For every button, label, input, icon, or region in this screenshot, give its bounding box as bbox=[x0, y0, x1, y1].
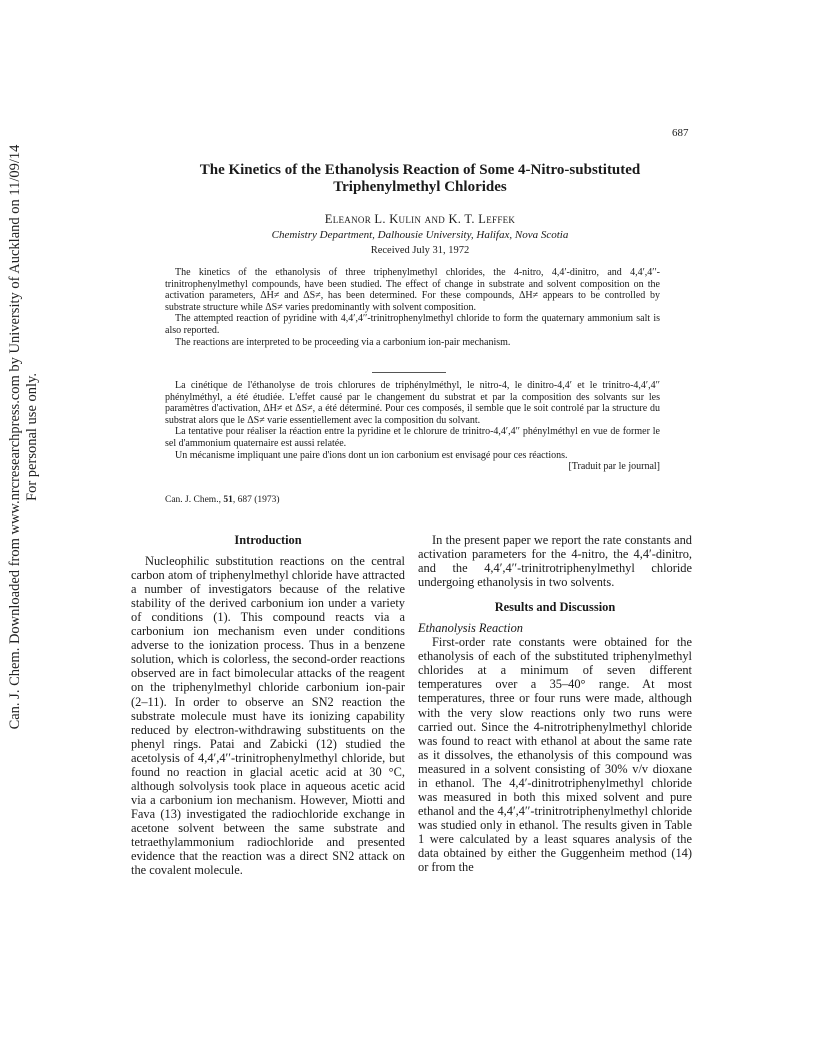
received-date: Received July 31, 1972 bbox=[370, 245, 470, 256]
citation-prefix: Can. J. Chem., bbox=[165, 495, 224, 505]
abstract-fr-paragraph: La cinétique de l'éthanolyse de trois chlorures de triphénylméthyl, le nitro-4, le dinitro-4,4′ et le trinitro-4,4′,4′′ phénylméthyl, a été étudiée. L'effet causé par le changement du substrat et par la composition des solvants sur les paramètres d'activation, ΔH≠ et ΔS≠, a été déterminé. Pour ces composés, il semble que le soit controlé par la structure du substrat alors que le ΔS≠ varie essentiellement avec la composition du solvant. bbox=[165, 380, 660, 426]
citation-suffix: , 687 (1973) bbox=[232, 495, 280, 505]
translator-note: [Traduit par le journal] bbox=[568, 461, 660, 473]
right-column bbox=[418, 533, 692, 874]
abstract-en-paragraph: The attempted reaction of pyridine with 4,4′,4′′-trinitrophenylmethyl chloride to form the quaternary ammonium salt is also reported. bbox=[165, 313, 660, 336]
abstract-fr-paragraph: La tentative pour réaliser la réaction entre la pyridine et le chlorure de trinitro-4,4′,4′′ phénylméthyl en vue de former le sel d'ammonium quaternaire est aussi relatée. bbox=[165, 426, 660, 449]
page-number: 687 bbox=[672, 127, 689, 139]
watermark-line-1: Can. J. Chem. Downloaded from www.nrcresearchpress.com by University of Auckland on 11/09/14 bbox=[7, 144, 23, 730]
authors: Eleanor L. Kulin and K. T. Leffek bbox=[324, 212, 516, 226]
present-paper-paragraph: In the present paper we report the rate constants and activation parameters for the 4-nitro, the 4,4′-dinitro, and the 4,4′,4′′-trinitrotriphenylmethyl chloride undergoing ethanolysis in two solvents. bbox=[418, 533, 692, 590]
download-watermark bbox=[7, 127, 41, 747]
abstract-en-paragraph: The kinetics of the ethanolysis of three triphenylmethyl chlorides, the 4-nitro, 4,4′-dinitro, and 4,4′,4′′-trinitrophenylmethyl compounds, have been studied. The effect of change in substrate and solvent composition on the activation parameters, ΔH≠ and ΔS≠, has been determined. For these compounds, ΔH≠ appears to be controlled by substrate structure while ΔS≠ varies predominantly with solvent composition. bbox=[165, 267, 660, 313]
watermark-line-2: For personal use only. bbox=[24, 373, 40, 501]
abstract-separator bbox=[372, 372, 446, 373]
journal-citation bbox=[165, 495, 280, 505]
abstract-fr-paragraph: Un mécanisme impliquant une paire d'ions dont un ion carbonium est envisagé pour ces réactions. bbox=[175, 449, 568, 461]
results-heading: Results and Discussion bbox=[494, 600, 616, 615]
introduction-heading: Introduction bbox=[234, 533, 302, 547]
citation-volume: 51 bbox=[223, 495, 233, 505]
ethanolysis-subheading: Ethanolysis Reaction bbox=[418, 621, 523, 636]
article-title: The Kinetics of the Ethanolysis Reaction of Some 4-Nitro-substituted Triphenylmethyl Chlorides bbox=[199, 162, 641, 195]
affiliation: Chemistry Department, Dalhousie University, Halifax, Nova Scotia bbox=[271, 229, 569, 241]
introduction-paragraph: Nucleophilic substitution reactions on the central carbon atom of triphenylmethyl chloride have attracted a number of investigators because of the relative stability of the derived carbonium ion under a variety of conditions (1). This compound reacts via a carbonium ion mechanism even under conditions adverse to the ionization process. Thus in a benzene solution, which is colorless, the second-order reactions observed are in fact bimolecular attacks of the reagent on the triphenylmethyl chloride carbonium ion-pair (2–11). In order to observe an SN2 reaction the substrate molecule must have its ionizing capability reduced by electron-withdrawing substituents on the phenyl rings. Patai and Zabicki (12) studied the acetolysis of 4,4′,4′′-trinitrophenylmethyl chloride, but found no reaction in glacial acetic acid at 30 °C, although solvolysis took place in aqueous acetic acid via a carbonium ion mechanism. However, Miotti and Fava (13) investigated the radiochloride exchange in acetone solvent between the same substrate and tetraethylammonium radiochloride and presented evidence that the reaction was a direct SN2 attack on the covalent molecule. bbox=[131, 554, 405, 878]
abstract-en-paragraph: The reactions are interpreted to be proceeding via a carbonium ion-pair mechanism. bbox=[175, 336, 511, 348]
abstract-english bbox=[165, 267, 660, 348]
abstract-french bbox=[165, 380, 660, 473]
left-column bbox=[131, 533, 405, 877]
results-paragraph: First-order rate constants were obtained for the ethanolysis of each of the substituted triphenylmethyl chlorides at a minimum of seven different temperatures over a 35–40° range. At most temperatures, three or four runs were made, although with the very slow reactions only two runs were carried out. Since the 4-nitrotriphenylmethyl chloride was found to react with ethanol at about the same rate as it dissolves, the ethanolysis of this compound was measured in a solvent consisting of 30% v/v dioxane in ethanol. The 4,4′-dinitrotriphenylmethyl chloride was measured in both this mixed solvent and pure ethanol and the 4,4′,4′′-trinitrotriphenylmethyl chloride was studied only in ethanol. The results given in Table 1 were calculated by a least squares analysis of the data obtained by either the Guggenheim method (14) or from the bbox=[418, 635, 692, 875]
